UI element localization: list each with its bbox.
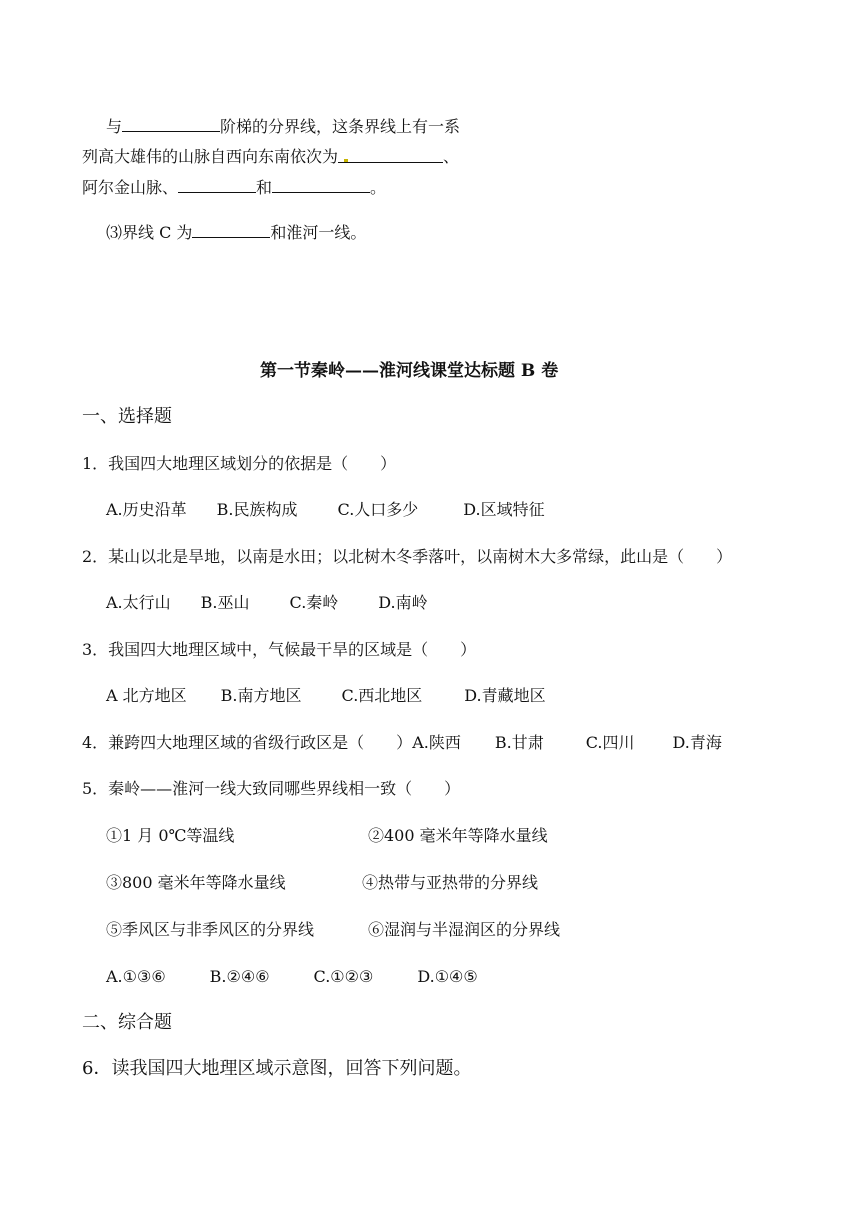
option-d[interactable]: D.青海 bbox=[672, 733, 722, 752]
fill-line-3 bbox=[82, 177, 386, 198]
question-4 bbox=[82, 733, 722, 753]
option-c[interactable]: C.秦岭 bbox=[289, 593, 339, 612]
question-5-statement-5: ⑤季风区与非季风区的分界线 bbox=[106, 920, 315, 939]
fill-text: 和淮河一线。 bbox=[270, 223, 367, 242]
question-5-statement-2: ②400 毫米年等降水量线 bbox=[368, 826, 548, 845]
fill-line-2 bbox=[82, 147, 459, 167]
question-3-stem: 3．我国四大地理区域中，气候最干旱的区域是（ ） bbox=[82, 640, 477, 659]
question-5-statement-1: ①1 月 0℃等温线 bbox=[106, 826, 235, 845]
fill-line-1 bbox=[106, 116, 460, 137]
fill-line-4 bbox=[106, 222, 366, 243]
highlight-mark bbox=[344, 159, 348, 162]
question-5-statement-4: ④热带与亚热带的分界线 bbox=[362, 873, 539, 892]
question-2-stem: 2．某山以北是旱地，以南是水田；以北树木冬季落叶，以南树木大多常绿，此山是（ ） bbox=[82, 547, 733, 566]
question-1-stem: 1．我国四大地理区域划分的依据是（ ） bbox=[82, 454, 397, 473]
answer-blank[interactable] bbox=[122, 116, 220, 132]
section-heading-comprehensive: 二、综合题 bbox=[82, 1012, 172, 1033]
option-c[interactable]: C.人口多少 bbox=[337, 500, 419, 519]
fill-text: 。 bbox=[370, 178, 387, 197]
option-c[interactable]: C.①②③ bbox=[313, 967, 374, 986]
question-6-stem: 6．读我国四大地理区域示意图，回答下列问题。 bbox=[82, 1058, 472, 1079]
fill-text: 和 bbox=[256, 178, 273, 197]
option-d[interactable]: D.①④⑤ bbox=[417, 967, 478, 986]
fill-text: 阿尔金山脉、 bbox=[82, 178, 179, 197]
question-5-statement-6: ⑥湿润与半湿润区的分界线 bbox=[368, 920, 561, 939]
question-1-options bbox=[106, 500, 545, 520]
option-a[interactable]: A.陕西 bbox=[412, 733, 461, 752]
option-b[interactable]: B.南方地区 bbox=[220, 686, 302, 705]
section-heading-choice: 一、选择题 bbox=[82, 406, 172, 427]
option-d[interactable]: D.南岭 bbox=[378, 593, 428, 612]
answer-blank[interactable] bbox=[178, 177, 256, 193]
question-2-options bbox=[106, 593, 428, 613]
question-5-stem: 5．秦岭——淮河一线大致同哪些界线相一致（ ） bbox=[82, 779, 461, 798]
option-a[interactable]: A 北方地区 bbox=[106, 686, 187, 705]
fill-text: ⑶界线 C 为 bbox=[106, 223, 193, 242]
option-c[interactable]: C.西北地区 bbox=[341, 686, 423, 705]
answer-blank[interactable] bbox=[272, 177, 370, 193]
question-5-statement-3: ③800 毫米年等降水量线 bbox=[106, 873, 286, 892]
option-b[interactable]: B.甘肃 bbox=[494, 733, 544, 752]
option-b[interactable]: B.民族构成 bbox=[216, 500, 298, 519]
option-b[interactable]: B.②④⑥ bbox=[209, 967, 270, 986]
answer-blank[interactable] bbox=[192, 222, 270, 238]
worksheet-title: 第一节秦岭——淮河线课堂达标题 B 卷 bbox=[260, 361, 559, 381]
fill-text: 与 bbox=[106, 117, 123, 136]
fill-text: 列高大雄伟的山脉自西向东南依次为 bbox=[82, 147, 339, 166]
option-a[interactable]: A.历史沿革 bbox=[106, 500, 187, 519]
question-4-stem: 4．兼跨四大地理区域的省级行政区是（ ） bbox=[82, 733, 413, 752]
option-b[interactable]: B.巫山 bbox=[200, 593, 250, 612]
option-a[interactable]: A.①③⑥ bbox=[106, 967, 166, 986]
fill-text: 阶梯的分界线，这条界线上有一系 bbox=[220, 117, 461, 136]
question-3-options bbox=[106, 686, 546, 706]
answer-blank[interactable] bbox=[338, 147, 443, 163]
fill-text: 、 bbox=[443, 147, 460, 166]
option-c[interactable]: C.四川 bbox=[585, 733, 635, 752]
question-5-options bbox=[106, 967, 478, 987]
option-d[interactable]: D.区域特征 bbox=[463, 500, 545, 519]
option-d[interactable]: D.青藏地区 bbox=[464, 686, 546, 705]
option-a[interactable]: A.太行山 bbox=[106, 593, 171, 612]
